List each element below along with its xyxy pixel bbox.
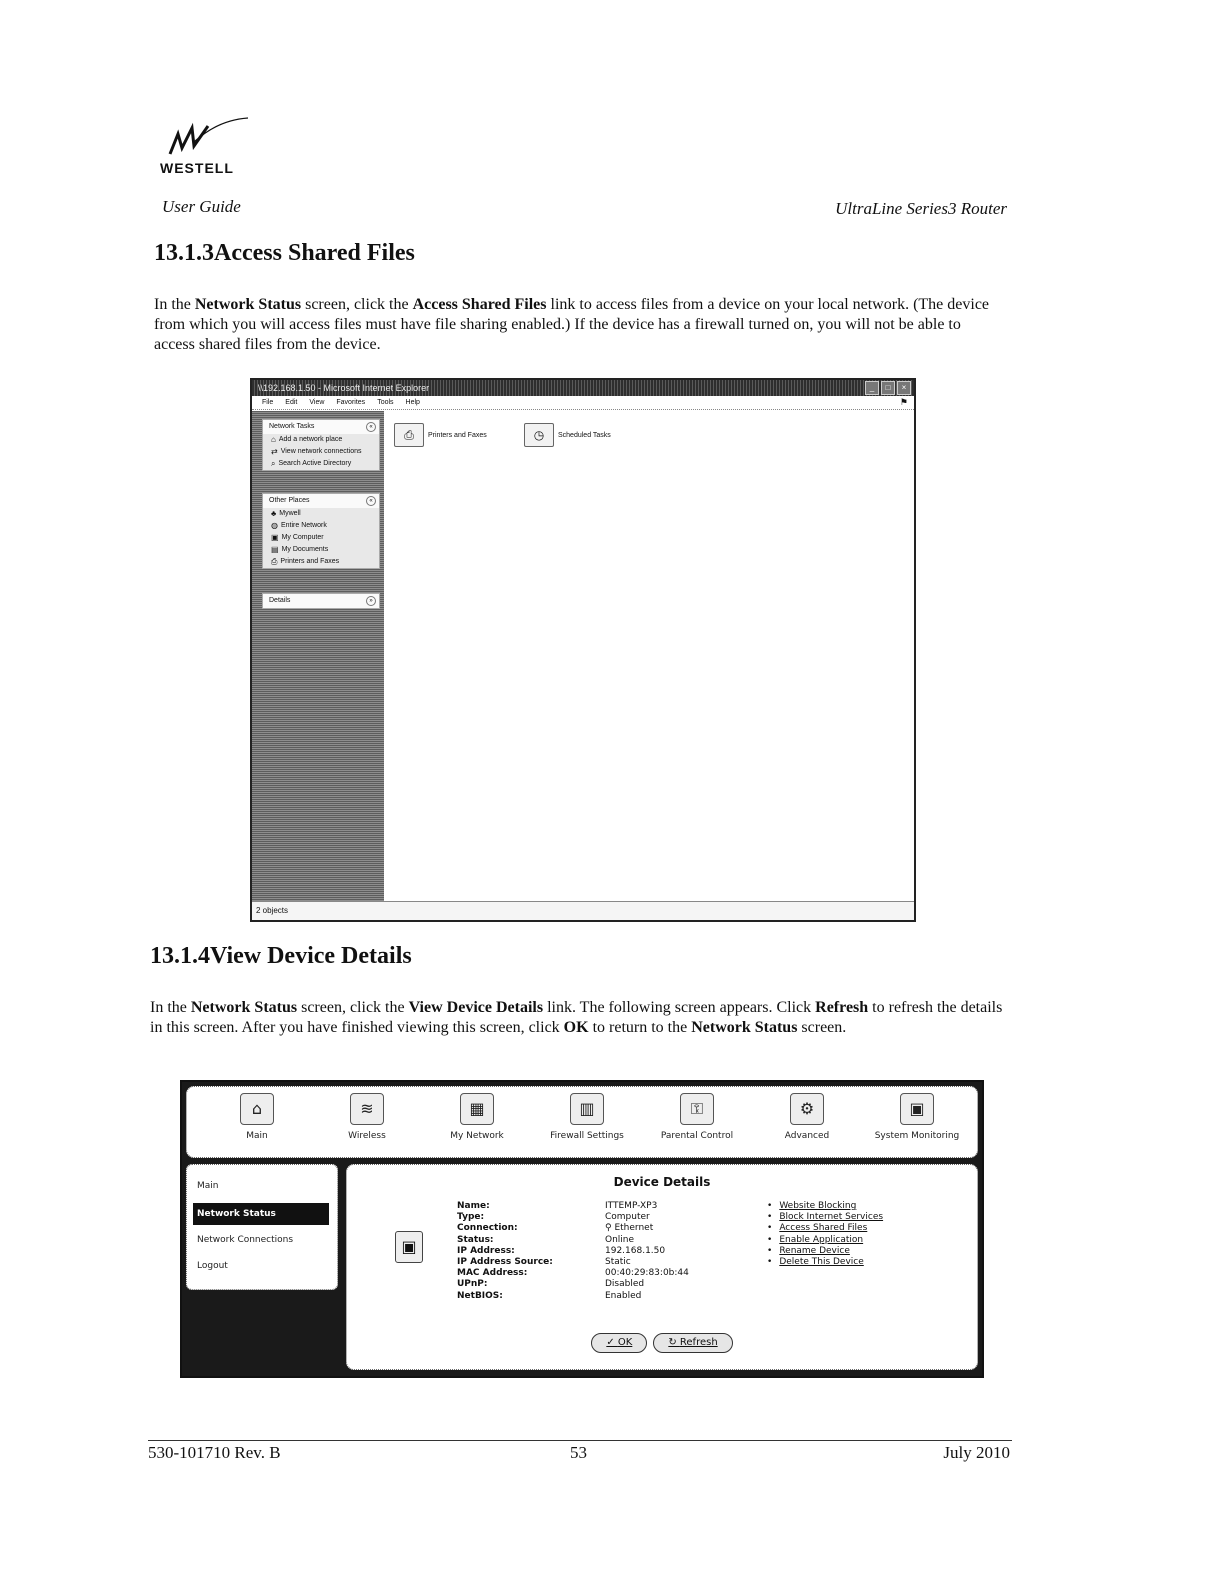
- device-details-panel: [346, 1164, 978, 1370]
- network-icon: ▦: [460, 1093, 494, 1125]
- lock-icon: ⚿: [680, 1093, 714, 1125]
- footer-date: July 2010: [943, 1443, 1010, 1462]
- network-tasks-panel: Network Tasks « ⌂ Add a network place ⇄ View network connections ⌕ Search Active Directory: [262, 419, 380, 471]
- link-enable-application[interactable]: • Enable Application: [767, 1235, 883, 1246]
- menu-help[interactable]: Help: [405, 399, 420, 406]
- check-icon: ✓: [606, 1337, 618, 1348]
- ok-button[interactable]: ✓ OK: [591, 1333, 647, 1353]
- section-heading-view-device-details: 13.1.4View Device Details: [150, 943, 412, 969]
- device-field-labels: Name: Type: Connection: Status: IP Address: IP Address Source: MAC Address: UPnP: NetBIOS:: [457, 1201, 553, 1301]
- explorer-window-screenshot: [250, 378, 916, 922]
- folder-printers-and-faxes[interactable]: ⎙ Printers and Faxes: [394, 423, 487, 447]
- search-icon: ⌕: [271, 459, 276, 468]
- wireless-icon: ≋: [350, 1093, 384, 1125]
- computer-device-icon: ▣: [395, 1231, 423, 1263]
- nav-parental-control[interactable]: ⚿ Parental Control: [649, 1093, 745, 1141]
- menu-view[interactable]: View: [309, 399, 325, 406]
- menu-tools[interactable]: Tools: [377, 399, 394, 406]
- router-side-nav: [186, 1164, 338, 1290]
- footer-doc-number: 530-101710 Rev. B: [148, 1443, 281, 1462]
- task-item[interactable]: ⇄ View network connections: [271, 447, 362, 456]
- folder-scheduled-tasks[interactable]: ◷ Scheduled Tasks: [524, 423, 611, 447]
- device-field-values: ITTEMP-XP3 Computer ⚲ Ethernet Online 192.168.1.50 Static 00:40:29:83:0b:44 Disabled Enabled: [605, 1201, 689, 1301]
- device-details-title: Device Details: [613, 1175, 711, 1189]
- device-details-buttons: [347, 1333, 977, 1353]
- place-item[interactable]: ▤ My Documents: [271, 545, 329, 554]
- link-block-internet-services[interactable]: • Block Internet Services: [767, 1212, 883, 1223]
- other-places-panel: Other Places « ♣ Mywell ◍ Entire Network ▣ My Computer ▤ My Documents ⎙ Printers and Faxes: [262, 493, 380, 569]
- maximize-icon[interactable]: □: [881, 381, 895, 395]
- task-item[interactable]: ⌕ Search Active Directory: [271, 459, 352, 468]
- menu-favorites[interactable]: Favorites: [336, 399, 366, 406]
- place-item[interactable]: ◍ Entire Network: [271, 521, 327, 530]
- link-website-blocking[interactable]: • Website Blocking: [767, 1201, 883, 1212]
- place-item[interactable]: ⎙ Printers and Faxes: [271, 557, 340, 566]
- nav-advanced[interactable]: ⚙ Advanced: [759, 1093, 855, 1141]
- computer-icon: ▣: [271, 533, 279, 542]
- documents-icon: ▤: [271, 545, 279, 554]
- place-item[interactable]: ▣ My Computer: [271, 533, 324, 542]
- home-icon: ⌂: [240, 1093, 274, 1125]
- printer-icon: ⎙: [271, 557, 278, 566]
- section1-paragraph: In the Network Status screen, click the Access Shared Files link to access files from a device on your local network. (The device from which you will access files must have file sharing enabled.) If the device has a firewall turned on, you will not be able to access shared files from the device.: [154, 296, 990, 353]
- link-access-shared-files[interactable]: • Access Shared Files: [767, 1223, 883, 1234]
- section2-paragraph: In the Network Status screen, click the View Device Details link. The following screen appears. Click Refresh to refresh the details in this screen. After you have finished viewing this screen, click OK to return to the Network Status screen.: [150, 999, 1003, 1036]
- network-connections-icon: ⇄: [271, 447, 278, 456]
- firewall-icon: ▥: [570, 1093, 604, 1125]
- footer-divider: [148, 1440, 1012, 1441]
- link-rename-device[interactable]: • Rename Device: [767, 1246, 883, 1257]
- ethernet-icon: ⚲: [605, 1223, 615, 1234]
- place-item[interactable]: ♣ Mywell: [271, 509, 301, 518]
- minimize-icon[interactable]: _: [865, 381, 879, 395]
- scheduled-tasks-icon: ◷: [524, 423, 554, 447]
- side-item-network-status[interactable]: Network Status: [193, 1203, 329, 1225]
- windows-flag-icon: ⚑: [899, 397, 908, 407]
- link-delete-this-device[interactable]: • Delete This Device: [767, 1257, 883, 1268]
- monitor-icon: ▣: [900, 1093, 934, 1125]
- side-item-main[interactable]: Main: [197, 1181, 219, 1191]
- details-panel: Details »: [262, 593, 380, 609]
- brand-name: WESTELL: [160, 160, 234, 176]
- task-pane: [252, 411, 384, 904]
- footer-page-number: 53: [570, 1443, 587, 1462]
- explorer-menu-bar: [252, 396, 914, 410]
- workgroup-icon: ♣: [271, 509, 277, 518]
- nav-system-monitoring[interactable]: ▣ System Monitoring: [869, 1093, 965, 1141]
- collapse-chevron-icon[interactable]: «: [366, 496, 376, 506]
- side-item-network-connections[interactable]: Network Connections: [197, 1235, 294, 1245]
- header-right: UltraLine Series3 Router: [835, 199, 1007, 218]
- device-action-links: [767, 1201, 883, 1268]
- expand-chevron-icon[interactable]: »: [366, 596, 376, 606]
- side-item-logout[interactable]: Logout: [197, 1261, 228, 1271]
- nav-wireless[interactable]: ≋ Wireless: [319, 1093, 415, 1141]
- nav-main[interactable]: ⌂ Main: [209, 1093, 305, 1141]
- explorer-title-bar: \\192.168.1.50 - Microsoft Internet Explorer _ □ ×: [252, 380, 914, 396]
- close-icon[interactable]: ×: [897, 381, 911, 395]
- advanced-icon: ⚙: [790, 1093, 824, 1125]
- logo-mark-icon: [148, 112, 268, 162]
- task-item[interactable]: ⌂ Add a network place: [271, 435, 343, 444]
- router-top-nav: [186, 1086, 978, 1158]
- printer-folder-icon: ⎙: [394, 423, 424, 447]
- explorer-status-bar: 2 objects: [252, 901, 914, 920]
- nav-my-network[interactable]: ▦ My Network: [429, 1093, 525, 1141]
- collapse-chevron-icon[interactable]: «: [366, 422, 376, 432]
- refresh-icon: ↻: [668, 1337, 680, 1348]
- menu-file[interactable]: File: [262, 399, 274, 406]
- explorer-content-area: [388, 411, 914, 900]
- router-device-details-screenshot: [180, 1080, 984, 1378]
- globe-icon: ◍: [271, 521, 278, 530]
- header-left: User Guide: [162, 197, 241, 216]
- section-heading-access-shared-files: 13.1.3Access Shared Files: [154, 240, 415, 266]
- network-place-icon: ⌂: [271, 435, 276, 444]
- nav-firewall-settings[interactable]: ▥ Firewall Settings: [539, 1093, 635, 1141]
- refresh-button[interactable]: ↻ Refresh: [653, 1333, 732, 1353]
- menu-edit[interactable]: Edit: [285, 399, 298, 406]
